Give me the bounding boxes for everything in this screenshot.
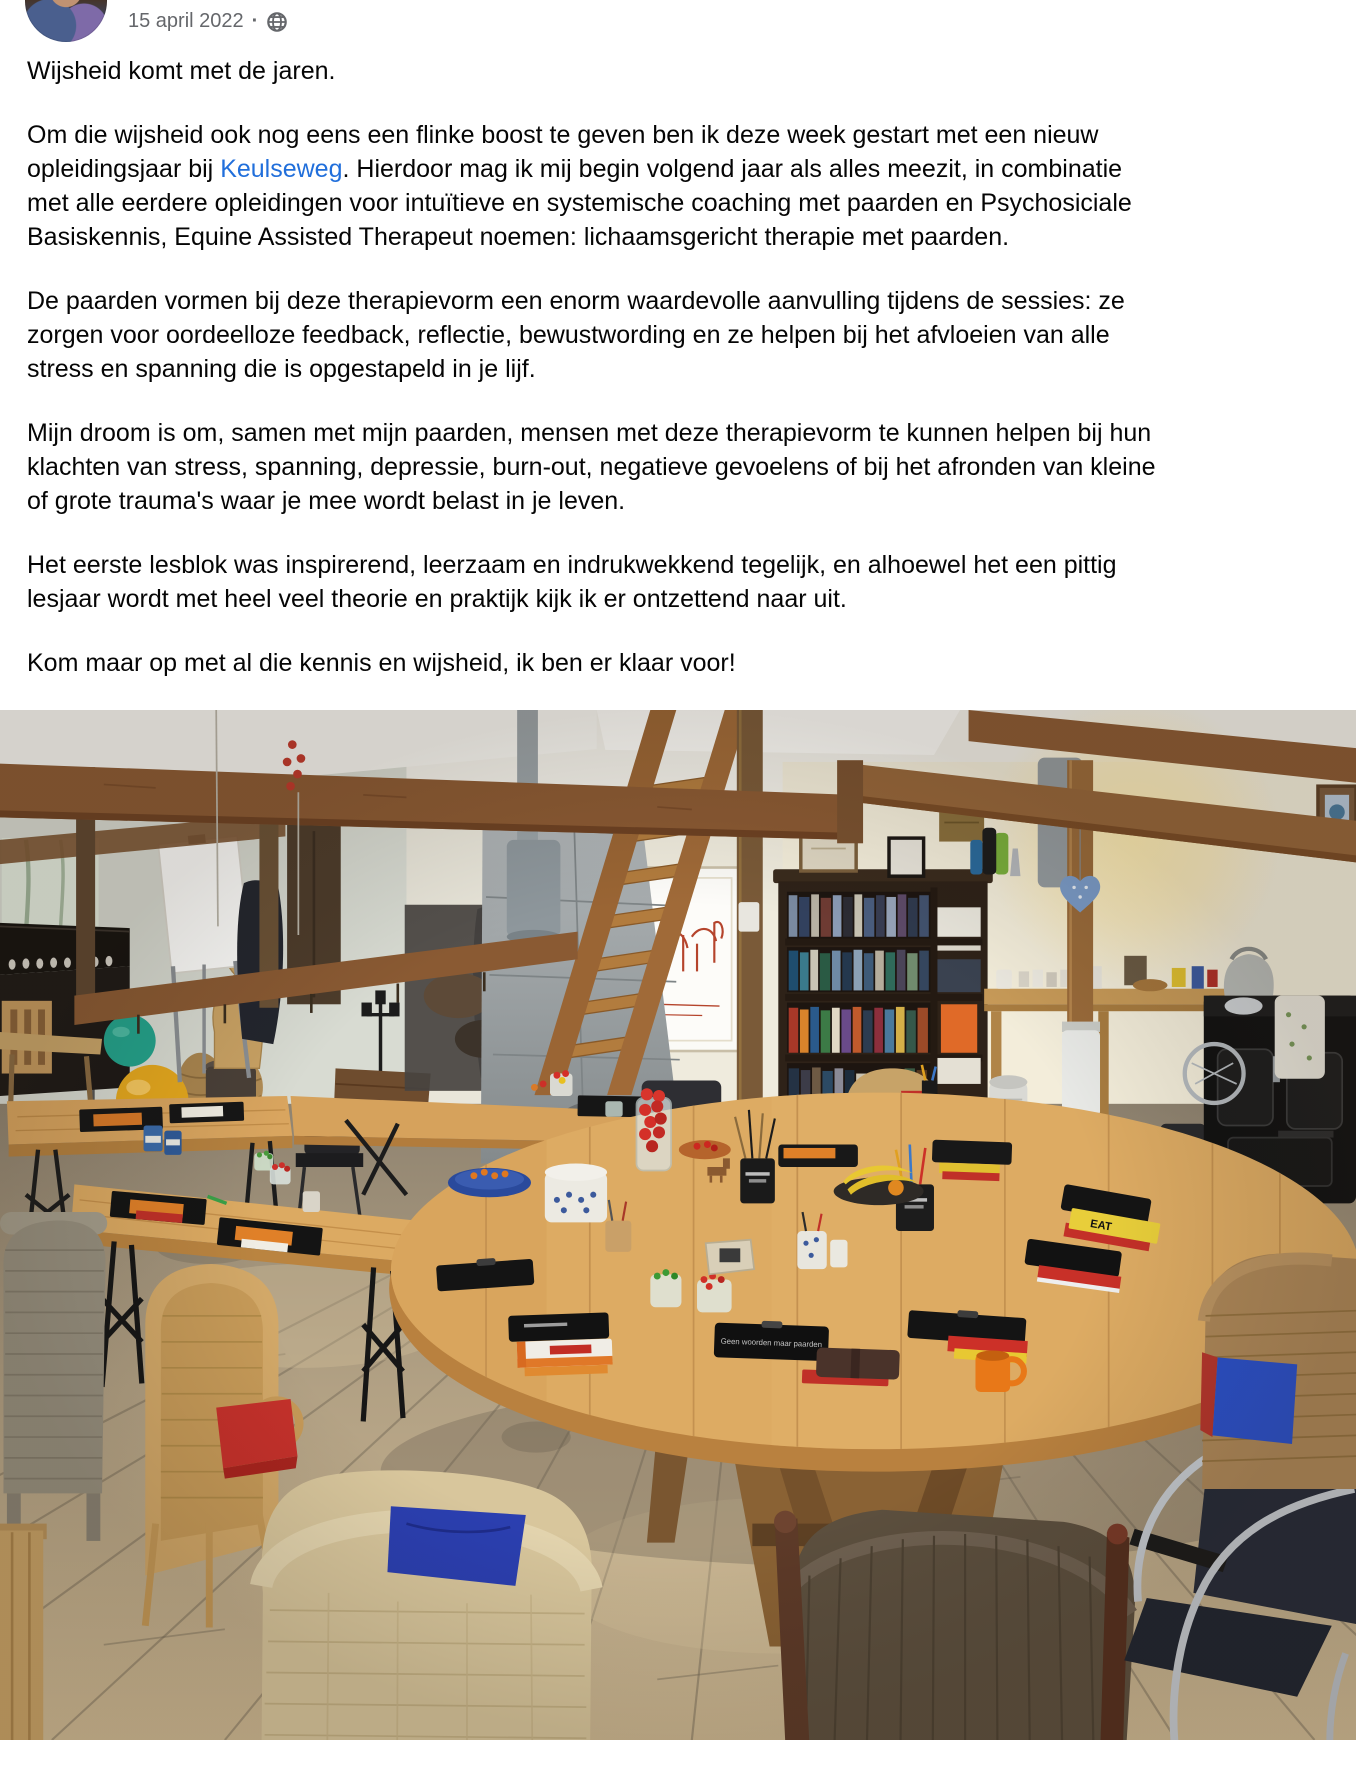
avatar[interactable] bbox=[25, 0, 107, 42]
workshop-room-photo bbox=[0, 710, 1356, 1740]
post-paragraph: Mijn droom is om, samen met mijn paarden, mensen met deze therapievorm te kunnen helpen bij hun klachten van stress, spanning, depressie, burn-out, negatieve gevoelens of bij het afronden van kleine of grote trauma's waar je mee wordt belast in je leven. bbox=[27, 419, 1156, 515]
post-paragraph: Wijsheid komt met de jaren. bbox=[27, 57, 336, 85]
post-paragraph: De paarden vormen bij deze therapievorm een enorm waardevolle aanvulling tijdens de sessies: ze zorgen voor oordeelloze feedback, reflectie, bewustwording en ze helpen bij het afvloeien van alle stress en spanning die is opgestapeld in je lijf. bbox=[27, 287, 1125, 383]
post-meta bbox=[0, 0, 1356, 33]
keulseweg-link[interactable]: Keulseweg bbox=[220, 155, 343, 183]
meta-separator: · bbox=[251, 10, 259, 32]
post-header bbox=[0, 0, 1356, 48]
post-date[interactable]: 15 april 2022 bbox=[128, 10, 244, 32]
post-paragraph: Om die wijsheid ook nog eens een flinke boost te geven ben ik deze week gestart met een nieuw opleidingsjaar bij Keulseweg. Hierdoor mag ik mij begin volgend jaar als alles meezit, in combinatie met alle eerdere opleidingen voor intuïtieve en systemische coaching met paarden en Psychosiciale Basiskennis, Equine Assisted Therapeut noemen: lichaamsgericht therapie met paarden. bbox=[27, 121, 1132, 251]
post-paragraph: Het eerste lesblok was inspirerend, leerzaam en indrukwekkend tegelijk, en alhoewel het een pittig lesjaar wordt met heel veel theorie en praktijk kijk ik er ontzettend naar uit. bbox=[27, 551, 1117, 613]
post-text bbox=[0, 48, 1356, 680]
globe-icon bbox=[266, 11, 288, 33]
post-photo[interactable] bbox=[0, 710, 1356, 1740]
post-paragraph: Kom maar op met al die kennis en wijsheid, ik ben er klaar voor! bbox=[27, 649, 736, 677]
